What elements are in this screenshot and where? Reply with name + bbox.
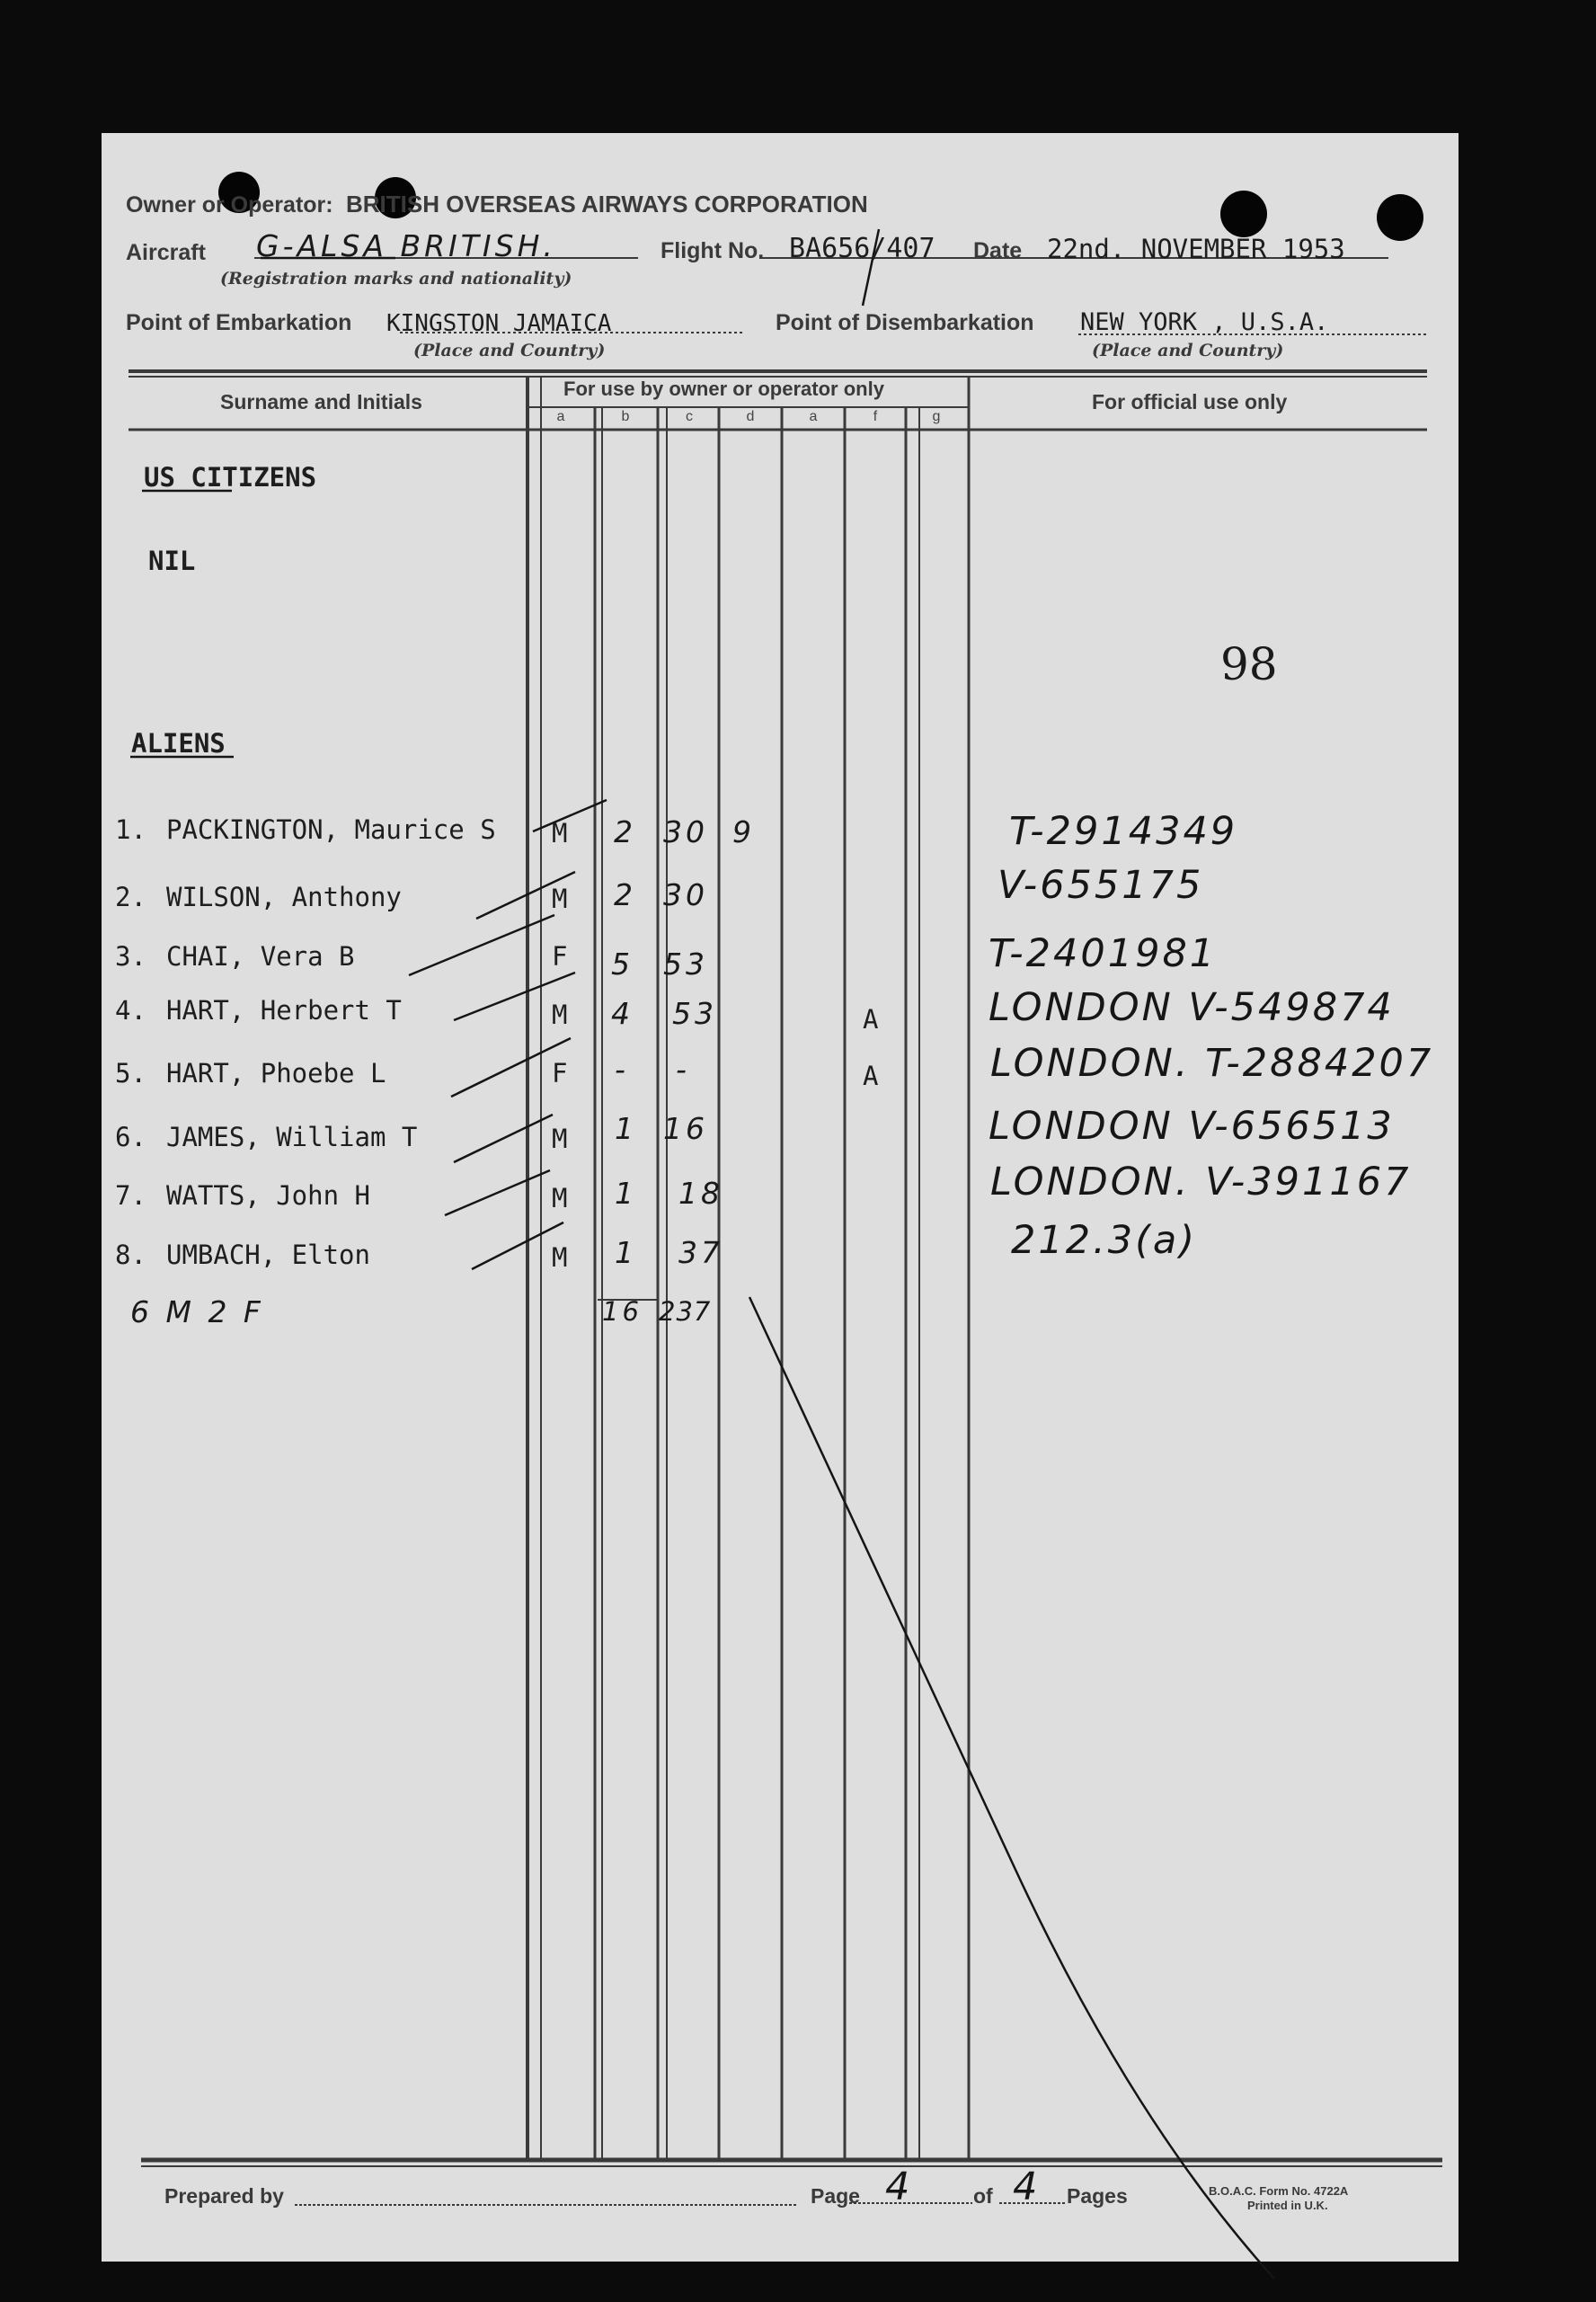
passenger-number: 7. (115, 1180, 146, 1211)
passenger-number: 4. (115, 995, 146, 1026)
passenger-col-c: 37 (678, 1235, 723, 1270)
passenger-name: PACKINGTON, Maurice S (166, 814, 496, 845)
official-entry: LONDON V-656513 (989, 1104, 1395, 1149)
passenger-col-f: A (863, 1061, 879, 1091)
form-printed: Printed in U.K. (1247, 2199, 1328, 2212)
official-entry: LONDON. V-391167 (990, 1160, 1412, 1204)
operator-use-header: For use by owner or operator only (563, 378, 884, 400)
official-entry: T-2914349 (1009, 809, 1238, 854)
surname-column-header: Surname and Initials (220, 390, 422, 413)
page-number: 4 (885, 2164, 913, 2209)
passenger-col-b: 2 (614, 877, 636, 912)
embark-value: KINGSTON JAMAICA (386, 310, 612, 337)
passenger-number: 6. (115, 1122, 146, 1152)
passenger-name: WILSON, Anthony (166, 882, 402, 912)
passenger-name: JAMES, William T (166, 1122, 418, 1152)
passenger-sex: F (552, 1058, 568, 1089)
official-use-header: For official use only (1092, 390, 1288, 413)
embark-label: Point of Embarkation (126, 310, 352, 335)
official-entry: V-655175 (998, 863, 1204, 908)
passenger-sex: M (552, 884, 568, 914)
passenger-number: 2. (115, 882, 146, 912)
passenger-col-c: 30 (663, 814, 708, 849)
passenger-col-c: 53 (672, 996, 717, 1031)
prepared-by-label: Prepared by (164, 2184, 284, 2208)
disembark-note: (Place and Country) (1092, 341, 1284, 360)
date-value: 22nd. NOVEMBER 1953 (1047, 234, 1345, 264)
us-citizens-nil: NIL (148, 546, 196, 576)
registration-note: (Registration marks and nationality) (220, 269, 572, 289)
passenger-col-b: 1 (615, 1235, 637, 1270)
column-e-header: a (809, 409, 818, 424)
disembark-value: NEW YORK , U.S.A. (1080, 308, 1329, 336)
passenger-name: CHAI, Vera B (166, 941, 355, 972)
passenger-col-f: A (863, 1004, 879, 1035)
passenger-col-c: - (676, 1052, 690, 1087)
passenger-sex: F (552, 941, 568, 972)
column-c-header: c (686, 409, 693, 424)
owner-label: Owner or Operator: (126, 192, 333, 218)
owner-value: BRITISH OVERSEAS AIRWAYS CORPORATION (346, 191, 868, 218)
column-a-header: a (556, 409, 565, 424)
passenger-name: HART, Herbert T (166, 995, 402, 1026)
flight-value: BA656/407 (789, 233, 935, 264)
official-entry: 212.3(a) (1011, 1218, 1198, 1263)
column-d-header: d (746, 409, 755, 424)
passenger-col-b: 4 (611, 996, 634, 1031)
pages-label: Pages (1067, 2184, 1128, 2208)
passenger-name: UMBACH, Elton (166, 1240, 370, 1270)
passenger-sex: M (552, 1124, 568, 1154)
aircraft-label: Aircraft (126, 240, 206, 265)
passenger-col-d: 9 (732, 814, 755, 849)
gender-tally: 6 M 2 F (130, 1294, 264, 1329)
official-entry: T-2401981 (989, 931, 1218, 976)
aliens-heading: ALIENS (131, 728, 226, 759)
total-pages: 4 (1013, 2164, 1041, 2209)
flight-label: Flight No. (661, 238, 765, 263)
passenger-col-b: 1 (615, 1176, 637, 1211)
passenger-sex: M (552, 1183, 568, 1213)
disembark-label: Point of Disembarkation (776, 310, 1034, 335)
column-g-header: g (932, 409, 941, 424)
column-b-total: 16 (602, 1296, 643, 1327)
passenger-name: HART, Phoebe L (166, 1058, 386, 1089)
column-b-header: b (621, 409, 630, 424)
official-entry: LONDON V-549874 (989, 985, 1395, 1030)
us-citizens-heading: US CITIZENS (144, 462, 317, 493)
passenger-col-c: 18 (678, 1176, 723, 1211)
passenger-col-c: 16 (663, 1111, 708, 1146)
passenger-col-b: - (615, 1052, 629, 1087)
aircraft-value: G-ALSA BRITISH. (256, 228, 556, 263)
passenger-number: 5. (115, 1058, 146, 1089)
page-label: Page (811, 2184, 860, 2208)
passenger-sex: M (552, 1000, 568, 1030)
official-entry: LONDON. T-2884207 (990, 1041, 1434, 1086)
passenger-col-b: 1 (615, 1111, 637, 1146)
passenger-col-b: 2 (614, 814, 636, 849)
embark-note: (Place and Country) (413, 341, 606, 360)
form-number: B.O.A.C. Form No. 4722A (1209, 2184, 1349, 2198)
column-f-header: f (873, 409, 878, 424)
passenger-sex: M (552, 818, 568, 849)
of-label: of (973, 2184, 993, 2208)
column-c-total: 237 (659, 1296, 712, 1327)
passenger-col-c: 30 (663, 877, 708, 912)
passenger-col-c: 53 (663, 947, 708, 982)
stamp-number: 98 (1220, 638, 1278, 690)
date-label: Date (973, 238, 1023, 263)
passenger-number: 8. (115, 1240, 146, 1270)
passenger-name: WATTS, John H (166, 1180, 370, 1211)
passenger-number: 1. (115, 814, 146, 845)
passenger-col-b: 5 (611, 947, 634, 982)
passenger-number: 3. (115, 941, 146, 972)
passenger-sex: M (552, 1242, 568, 1273)
